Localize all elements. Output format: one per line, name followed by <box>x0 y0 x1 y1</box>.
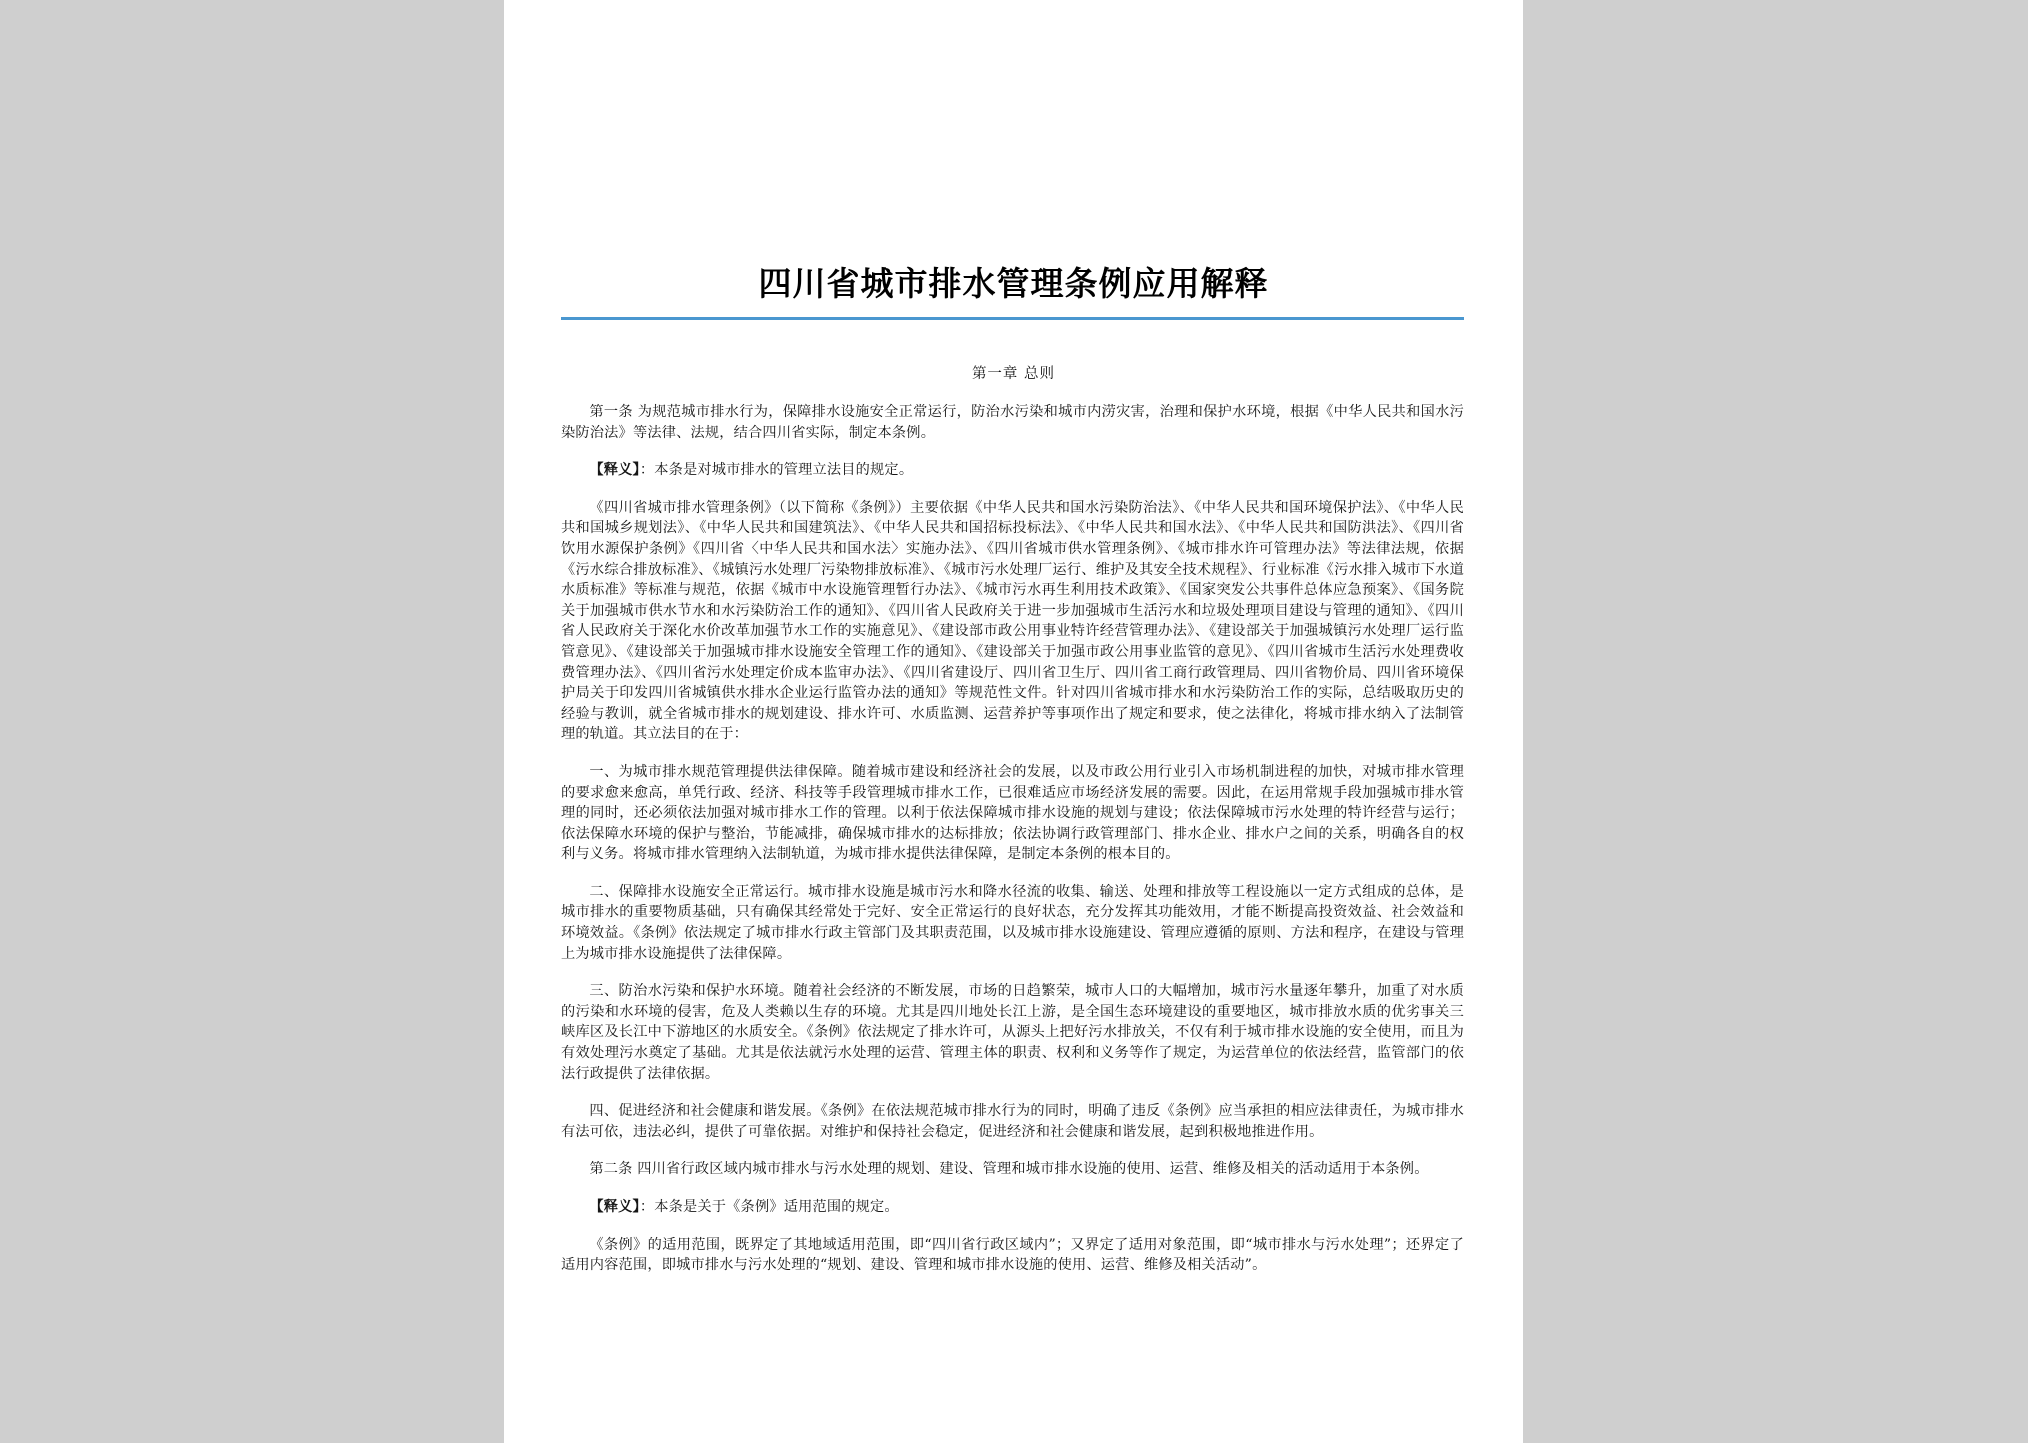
paragraph-text: 四、促进经济和社会健康和谐发展。《条例》在依法规范城市排水行为的同时，明确了违反《条例》应当承担的相应法律责任，为城市排水有法可依，违法必纠，提供了可靠依据。对维护和保持社会稳定，促进经济和社会健康和谐发展，起到积极地推进作用。 <box>561 1103 1464 1140</box>
paragraph-text: ：本条是关于《条例》适用范围的规定。 <box>639 1199 899 1215</box>
interpretation-label: 【释义】 <box>589 462 640 479</box>
purpose-three-paragraph <box>561 981 1464 1084</box>
purpose-one-paragraph <box>561 762 1464 865</box>
paragraph-text: ：本条是对城市排水的管理立法目的规定。 <box>639 462 914 479</box>
scope-paragraph <box>561 1235 1464 1276</box>
interpretation-paragraph <box>561 460 1464 481</box>
paragraph-text: 三、防治水污染和保护水环境。随着社会经济的不断发展，市场的日趋繁荣，城市人口的大幅增加，城市污水量逐年攀升，加重了对水质的污染和水环境的侵害，危及人类赖以生存的环境。尤其是四川地处长江上游，是全国生态环境建设的重要地区，城市排放水质的优劣事关三峡库区及长江中下游地区的水质安全。《条例》依法规定了排水许可，从源头上把好污水排放关，不仅有利于城市排水设施的安全使用，而且为有效处理污水奠定了基础。尤其是依法就污水处理的运营、管理主体的职责、权利和义务等作了规定，为运营单位的依法经营，监管部门的依法行政提供了法律依据。 <box>561 983 1464 1082</box>
paragraph-text: 《条例》的适用范围，既界定了其地域适用范围，即“四川省行政区域内”；又界定了适用对象范围，即“城市排水与污水处理”；还界定了适用内容范围，即城市排水与污水处理的“规划、建设、管理和城市排水设施的使用、运营、维修及相关活动”。 <box>561 1236 1464 1274</box>
paragraph-text: 一、为城市排水规范管理提供法律保障。随着城市建设和经济社会的发展，以及市政公用行业引入市场机制进程的加快，对城市排水管理的要求愈来愈高，单凭行政、经济、科技等手段管理城市排水工作，已很难适应市场经济发展的需要。因此，在运用常规手段加强城市排水管理的同时，还必须依法加强对城市排水工作的管理。以利于依法保障城市排水设施的规划与建设；依法保障城市污水处理的特许经营与运行；依法保障水环境的保护与整治，节能减排，确保城市排水的达标排放；依法协调行政管理部门、排水企业、排水户之间的关系，明确各自的权利与义务。将城市排水管理纳入法制轨道，为城市排水提供法律保障，是制定本条例的根本目的。 <box>561 763 1464 863</box>
interpretation-paragraph <box>561 1197 1464 1218</box>
document-title: 四川省城市排水管理条例应用解释 <box>758 264 1269 303</box>
paragraph-text: 第二条 四川省行政区域内城市排水与污水处理的规划、建设、管理和城市排水设施的使用、运营、维修及相关的活动适用于本条例。 <box>589 1161 1429 1178</box>
interpretation-label: 【释义】 <box>589 1199 640 1215</box>
document-body <box>561 402 1464 1293</box>
purpose-four-paragraph <box>561 1101 1464 1142</box>
paragraph-text: 第一条 为规范城市排水行为，保障排水设施安全正常运行，防治水污染和城市内涝灾害，治理和保护水环境，根据《中华人民共和国水污染防治法》等法律、法规，结合四川省实际，制定本条例。 <box>561 404 1464 441</box>
title-divider <box>561 317 1464 320</box>
article-1-paragraph <box>561 402 1464 443</box>
paragraph-text: 二、保障排水设施安全正常运行。城市排水设施是城市污水和降水径流的收集、输送、处理和排放等工程设施以一定方式组成的总体，是城市排水的重要物质基础，只有确保其经常处于完好、安全正常运行的良好状态，充分发挥其功能效用，才能不断提高投资效益、社会效益和环境效益。《条例》依法规定了城市排水行政主管部门及其职责范围，以及城市排水设施建设、管理应遵循的原则、方法和程序，在建设与管理上为城市排水设施提供了法律保障。 <box>561 883 1464 962</box>
article-2-paragraph <box>561 1159 1464 1180</box>
legal-basis-paragraph <box>561 498 1464 745</box>
document-page <box>504 0 1523 1443</box>
chapter-heading: 第一章 总则 <box>971 366 1056 382</box>
purpose-two-paragraph <box>561 882 1464 964</box>
paragraph-text: 《四川省城市排水管理条例》（以下简称《条例》）主要依据《中华人民共和国水污染防治法》、《中华人民共和国环境保护法》、《中华人民共和国城乡规划法》、《中华人民共和国建筑法》、《中华人民共和国招标投标法》、《中华人民共和国水法》、《中华人民共和国防洪法》、《四川省饮用水源保护条例》《四川省〈中华人民共和国水法〉实施办法》、《四川省城市供水管理条例》、《城市排水许可管理办法》等法律法规，依据《污水综合排放标准》、《城镇污水处理厂污染物排放标准》、《城市污水处理厂运行、维护及其安全技术规程》、行业标准《污水排入城市下水道水质标准》等标准与规范，依据《城市中水设施管理暂行办法》、《城市污水再生利用技术政策》、《国家突发公共事件总体应急预案》、《国务院关于加强城市供水节水和水污染防治工作的通知》、《四川省人民政府关于进一步加强城市生活污水和垃圾处理项目建设与管理的通知》、《四川省人民政府关于深化水价改革加强节水工作的实施意见》、《建设部市政公用事业特许经营管理办法》、《建设部关于加强城镇污水处理厂运行监管意见》、《建设部关于加强城市排水设施安全管理工作的通知》、《建设部关于加强市政公用事业监管的意见》、《四川省城市生活污水处理费收费管理办法》、《四川省污水处理定价成本监审办法》、《四川省建设厅、四川省卫生厅、四川省工商行政管理局、四川省物价局、四川省环境保护局关于印发四川省城镇供水排水企业运行监管办法的通知》等规范性文件。针对四川省城市排水和水污染防治工作的实际，总结吸取历史的经验与教训，就全省城市排水的规划建设、排水许可、水质监测、运营养护等事项作出了规定和要求，使之法律化，将城市排水纳入了法制管理的轨道。其立法目的在于： <box>561 499 1464 743</box>
